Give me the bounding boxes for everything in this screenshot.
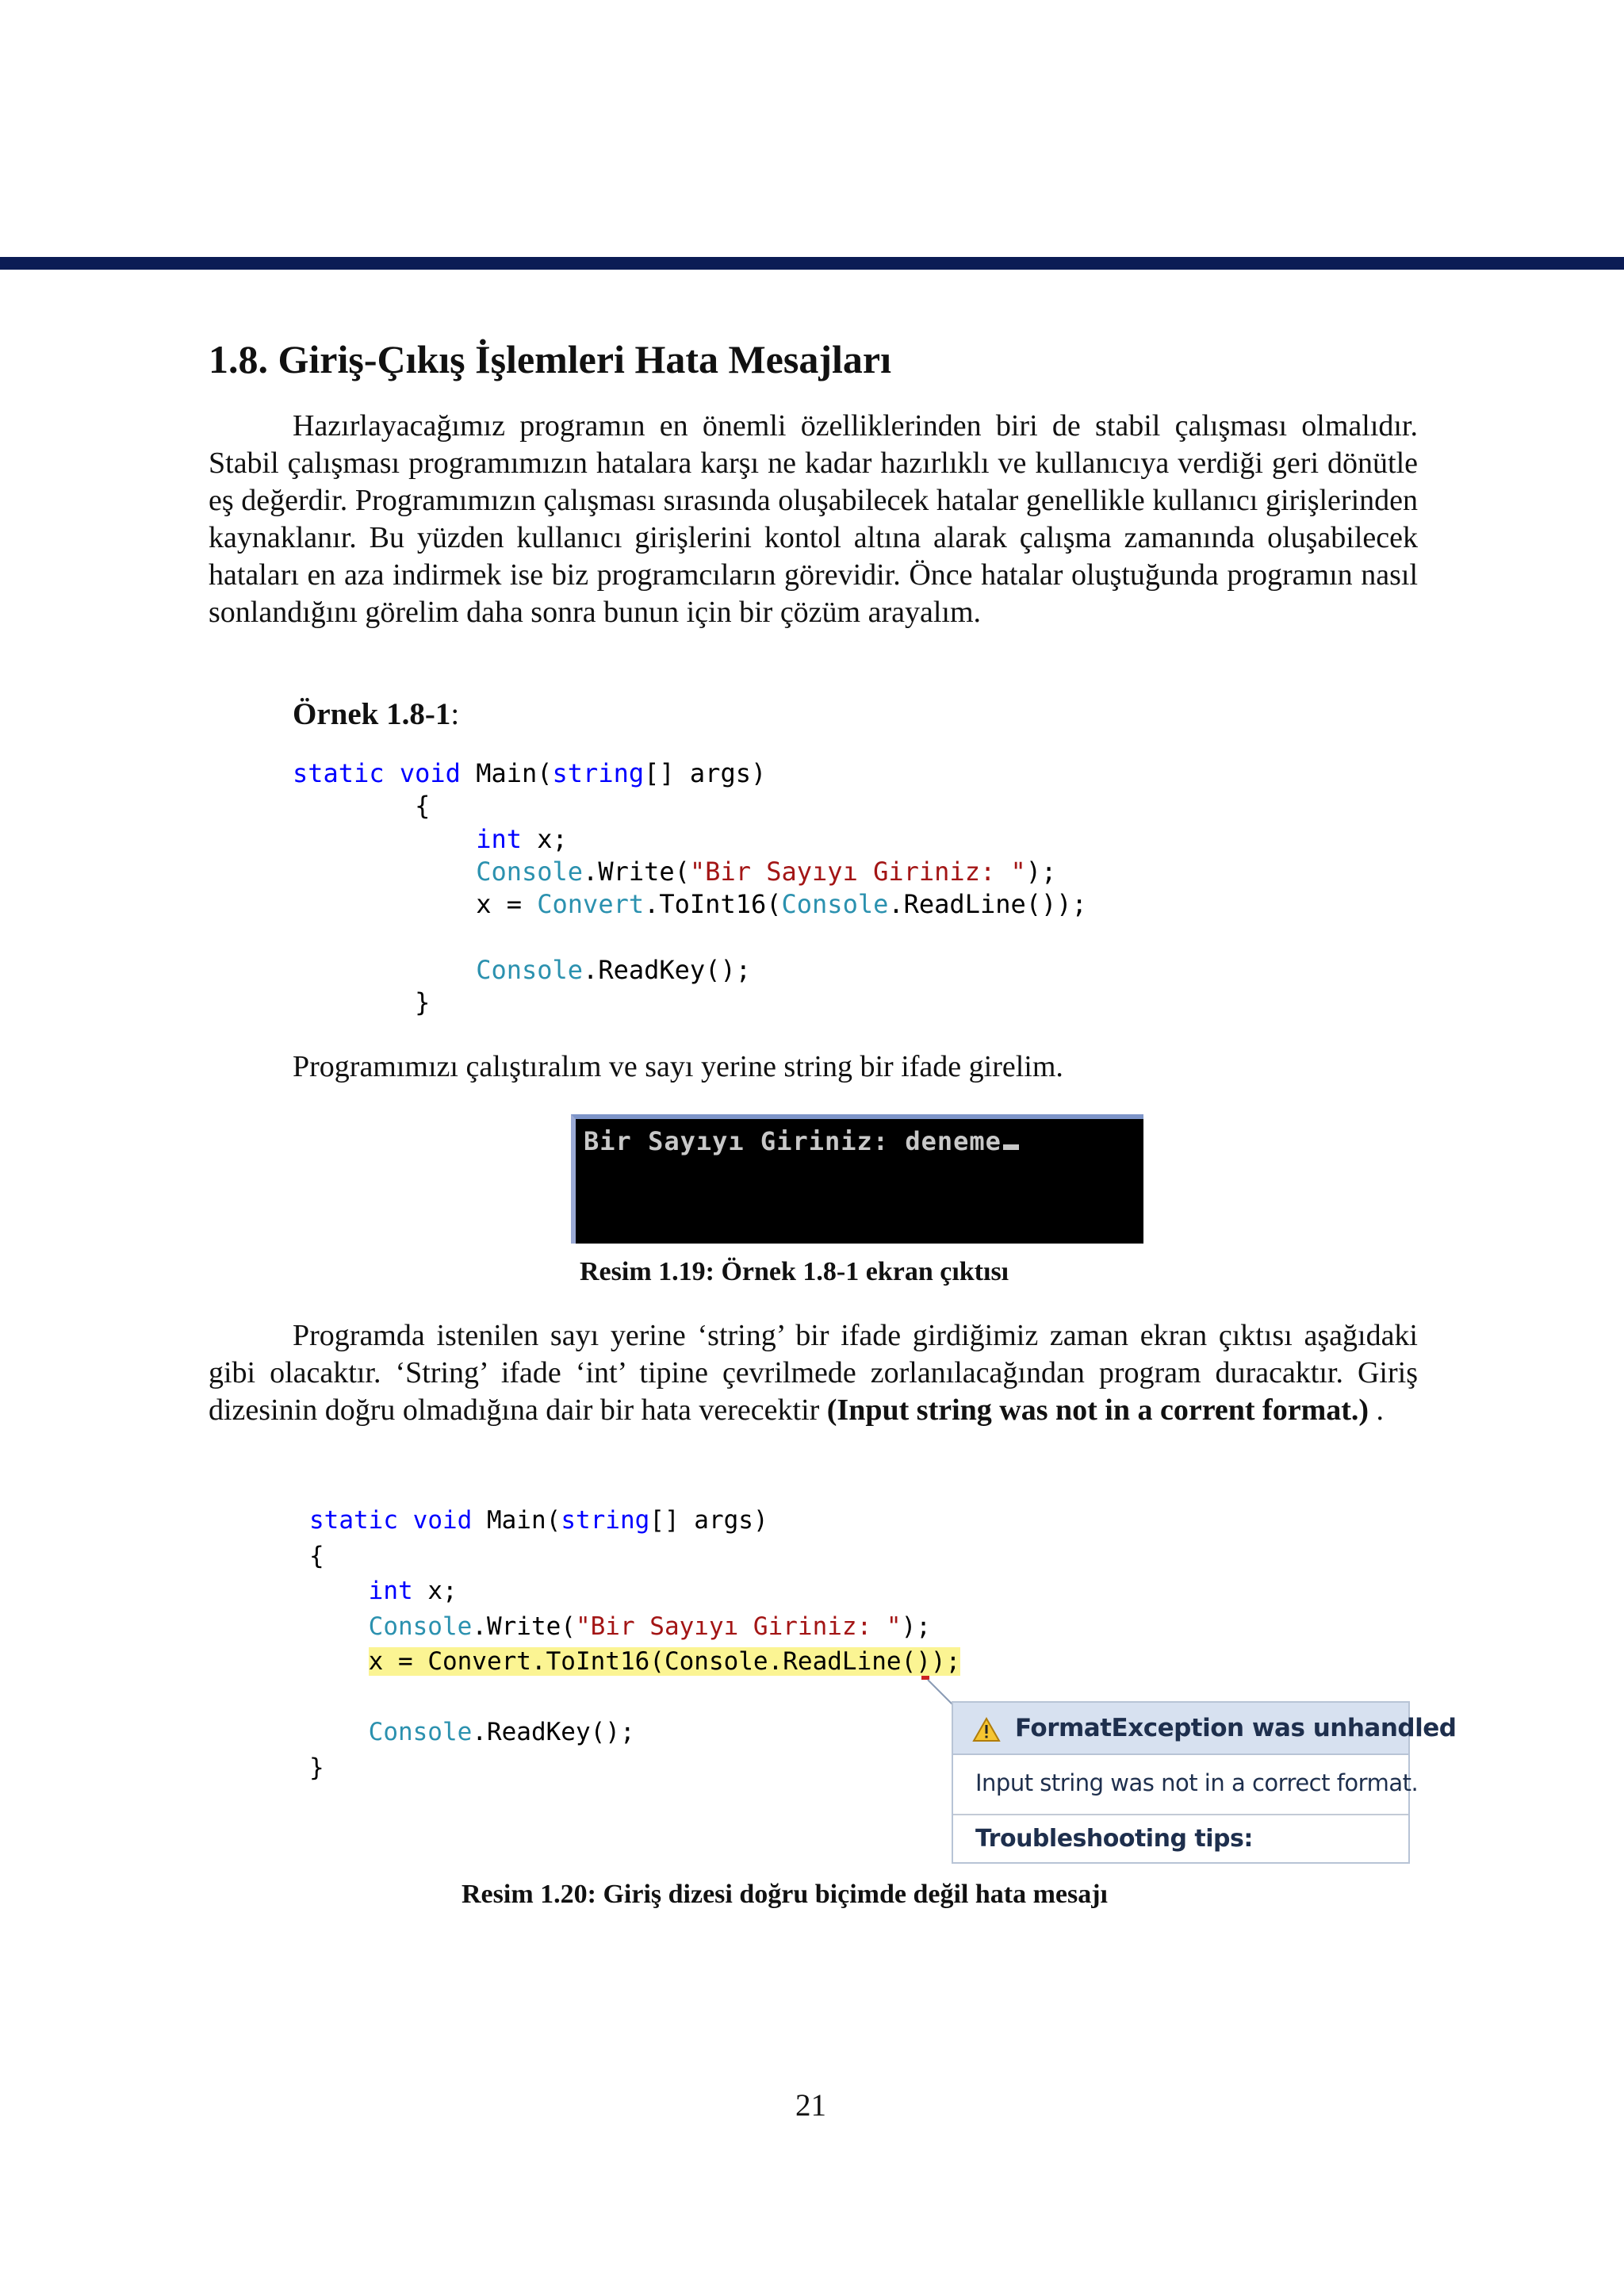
intro-paragraph-text: Hazırlayacağımız programın en önemli özelliklerinden biri de stabil çalışması olmalıdır. Stabil çalışması programımızın hatalara karşı ne kadar hazırlıklı ve kullanıcıya verdiği geri dönütle eş değerdir. Programımızın çalışması sırasında oluşabilecek hatalar genellikle kullanıcı girişlerinden kaynaklanır. Bu yüzden kullanıcı girişlerini kontol altına alarak çalışma zamanında oluşabilecek hataları en aza indirmek ise biz programcıların görevidir. Önce hatalar oluştuğunda programın nasıl sonlandığını görelim daha sonra bunun için bir çözüm arayalım.: [209, 409, 1418, 629]
code-keyword: static: [309, 1506, 398, 1535]
code-keyword: void: [399, 758, 461, 788]
explanation-text: [209, 1317, 1418, 1429]
figure-caption: Resim 1.19: Örnek 1.8-1 ekran çıktısı: [580, 1257, 1009, 1286]
code-text: {: [309, 1541, 324, 1570]
code-string: "Bir Sayıyı Giriniz: ": [575, 1612, 902, 1641]
code-text: x;: [537, 823, 568, 854]
code-text: Main: [476, 758, 538, 788]
code-class: Console: [476, 856, 584, 887]
exception-popup: [952, 1701, 1457, 1864]
code-text: }: [309, 1753, 324, 1782]
code-text: .ReadLine());: [768, 1647, 961, 1676]
code-class: Console: [368, 1612, 473, 1641]
warning-icon: [972, 1717, 1001, 1742]
code-keyword: string: [552, 758, 645, 788]
code-text: x =: [368, 1647, 428, 1676]
highlighted-error-line: [369, 1647, 961, 1676]
code-text: x;: [427, 1577, 458, 1605]
example-label: [293, 695, 459, 734]
code-text: .ToInt16(: [530, 1647, 665, 1676]
code-text: .Write(: [472, 1612, 576, 1641]
code-text: .ReadKey();: [472, 1718, 635, 1746]
code-text: }: [415, 987, 431, 1018]
console-output: [584, 1125, 1019, 1157]
explanation-tail: .: [1369, 1393, 1385, 1427]
code-text: Main: [486, 1506, 546, 1535]
exception-title: FormatException was unhandled: [1015, 1714, 1457, 1742]
example-label-text: Örnek 1.8-1: [293, 697, 451, 731]
exception-message: Input string was not in a correct format.: [975, 1769, 1419, 1796]
code-text: [] args): [649, 1506, 768, 1535]
console-window: [571, 1114, 1143, 1244]
exception-header: [953, 1703, 1457, 1755]
troubleshooting-tips-link[interactable]: Troubleshooting tips:: [975, 1825, 1253, 1853]
code-keyword: void: [412, 1506, 473, 1535]
explanation-bold: (Input string was not in a corrent format.): [826, 1393, 1369, 1427]
code-text: Console: [664, 1647, 768, 1676]
section-title: 1.8. Giriş-Çıkış İşlemleri Hata Mesajları: [209, 337, 891, 381]
code-text: .ReadLine());: [888, 889, 1087, 920]
code-keyword: int: [368, 1577, 413, 1605]
code-text: .ToInt16(: [644, 889, 782, 920]
console-input: deneme: [905, 1126, 1002, 1156]
code-text: {: [415, 791, 431, 822]
code-text: [] args): [644, 758, 767, 788]
code-listing: static void Main(string[] args) { int x; Console.Write("Bir Sayıyı Giriniz: "); x = Convert.ToInt16(Console.ReadLine()); Console.ReadKey(); }: [293, 758, 1087, 1018]
code-keyword: static: [293, 758, 385, 788]
figure-caption: Resim 1.20: Giriş dizesi doğru biçimde değil hata mesajı: [462, 1880, 1109, 1909]
console-cursor: [1003, 1144, 1019, 1150]
page-number: 21: [795, 2088, 826, 2122]
run-instruction: Programımızı çalıştıralım ve sayı yerine string bir ifade girelim.: [293, 1050, 1063, 1083]
explanation-paragraph: [209, 1317, 1418, 1429]
code-class: Convert: [537, 889, 645, 920]
code-keyword: string: [561, 1506, 650, 1535]
intro-paragraph: [209, 408, 1418, 631]
code-class: Console: [368, 1718, 473, 1746]
console-prompt: Bir Sayıyı Giriniz:: [584, 1126, 906, 1156]
ide-code-screenshot: static void Main(string[] args) { int x; Console.Write("Bir Sayıyı Giriniz: "); x = Convert.ToInt16(Console.ReadLine()); Console.ReadKey(); }: [309, 1506, 961, 1782]
code-text: Convert: [427, 1647, 531, 1676]
header-rule: [0, 257, 1624, 270]
divider: [953, 1814, 1408, 1815]
explanation-text-main: Programda istenilen sayı yerine ‘string’ bir ifade girdiğimiz zaman ekran çıktısı aşağıdaki gibi olacaktır. ‘String’ ifade ‘int’ tipine çevrilmede zorlanılacağından program duracaktır. Giriş dizesinin doğru olmadığına dair bir hata verecektir: [209, 1319, 1418, 1427]
code-text: );: [901, 1612, 931, 1641]
code-keyword: int: [476, 823, 522, 854]
code-text: .Write(: [583, 856, 690, 887]
code-class: Console: [781, 889, 889, 920]
code-text: x =: [476, 889, 538, 920]
code-string: "Bir Sayıyı Giriniz: ": [689, 856, 1026, 887]
code-text: .ReadKey();: [583, 954, 751, 985]
example-label-colon: :: [450, 697, 460, 731]
code-class: Console: [476, 954, 584, 985]
code-text: );: [1025, 856, 1057, 887]
